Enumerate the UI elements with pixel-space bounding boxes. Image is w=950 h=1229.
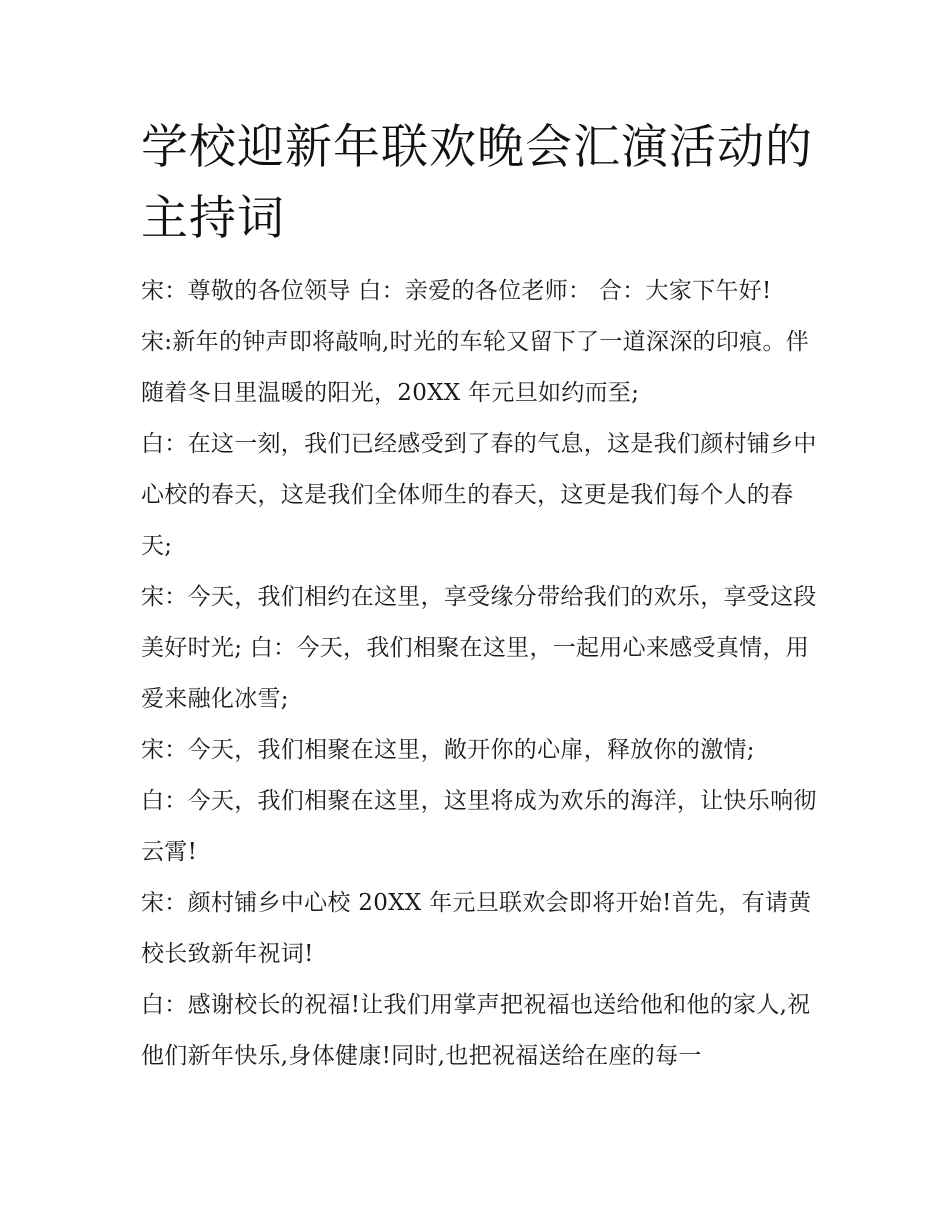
paragraph: 宋:新年的钟声即将敲响,时光的车轮又留下了一道深深的印痕。伴随着冬日里温暖的阳光，20XX 年元旦如约而至;: [141, 329, 810, 406]
paragraph: 宋：今天，我们相聚在这里，敞开你的心扉，释放你的激情;: [141, 737, 755, 763]
paragraph: 宋：今天，我们相约在这里，享受缘分带给我们的欢乐，享受这段美好时光; 白：今天，我们相聚在这里，一起用心来感受真情，用爱来融化冰雪;: [141, 584, 817, 712]
document-page: [141, 112, 821, 1082]
document-title: 学校迎新年联欢晚会汇演活动的主持词: [141, 120, 813, 246]
paragraph: 宋：尊敬的各位领导 白：亲爱的各位老师： 合：大家下午好!: [141, 278, 772, 304]
paragraph: 白：今天，我们相聚在这里，这里将成为欢乐的海洋，让快乐响彻云霄!: [141, 788, 817, 865]
paragraph: 白：感谢校长的祝福!让我们用掌声把祝福也送给他和他的家人,祝他们新年快乐,身体健康!同时,也把祝福送给在座的每一: [141, 992, 811, 1069]
paragraph: 宋：颜村铺乡中心校 20XX 年元旦联欢会即将开始!首先，有请黄校长致新年祝词!: [141, 890, 812, 967]
paragraph: 白：在这一刻，我们已经感受到了春的气息，这是我们颜村铺乡中心校的春天，这是我们全体师生的春天，这更是我们每个人的春天;: [141, 431, 817, 559]
document-body: [141, 266, 821, 1082]
